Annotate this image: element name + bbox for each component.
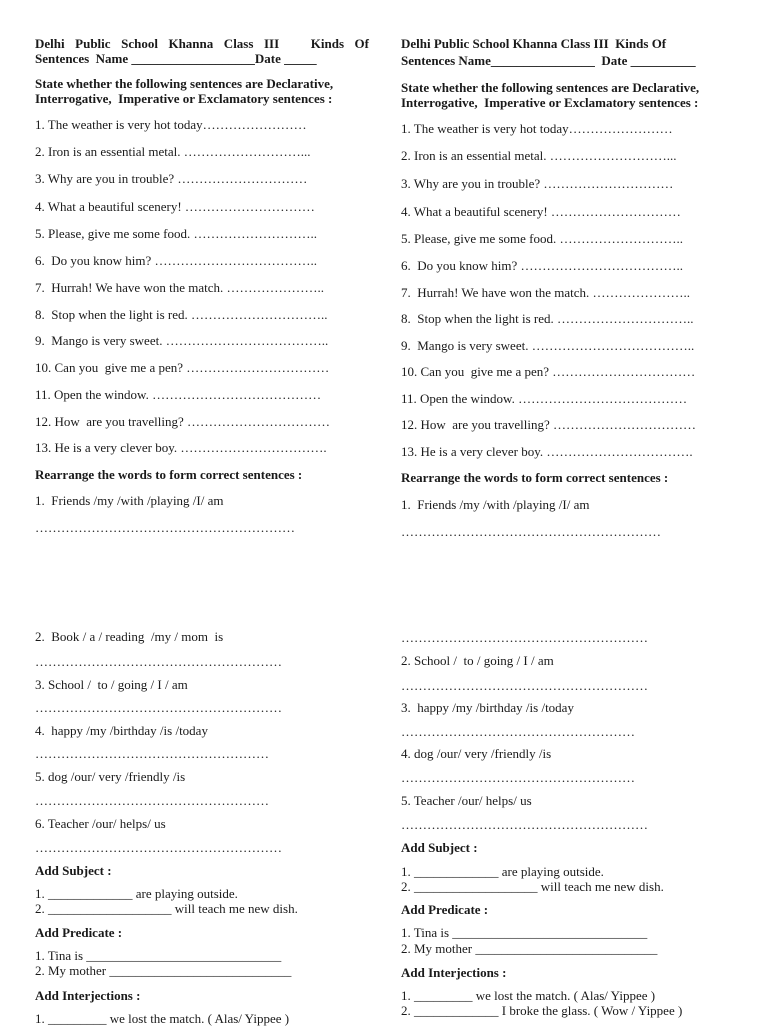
rearrange-item: 5. dog /our/ very /friendly /is [35,769,186,784]
rearrange-item: 2. Book / a / reading /my / mom is [35,629,224,644]
sentence-item: 8. Stop when the light is red. ………………………….. [401,311,694,326]
sentence-item: 9. Mango is very sweet. ……………………………….. [35,333,329,348]
predicate-item: 1. Tina is ______________________________ [35,948,282,963]
header-line-2: Sentences Name________________ Date __________ [401,53,696,68]
interjection-item: 1. _________ we lost the match. ( Alas/ Yippee ) [35,1011,290,1026]
subject-item: 1. _____________ are playing outside. [401,864,604,879]
sentence-item: 4. What a beautiful scenery! ………………………… [401,204,681,219]
sentence-item: 7. Hurrah! We have won the match. ………………….. [35,280,324,295]
sentence-item: 9. Mango is very sweet. ……………………………….. [401,338,695,353]
sentence-item: 6. Do you know him? ……………………………….. [401,258,684,273]
rearrange-heading: Rearrange the words to form correct sentences : [35,467,303,482]
answer-line: ……………………………………………… [401,770,635,785]
add-predicate-heading: Add Predicate : [35,925,123,940]
answer-line: …………………………………………………… [35,520,295,535]
worksheet-left [35,0,369,1024]
answer-line: ………………………………………………… [401,817,648,832]
sentence-item: 10. Can you give me a pen? …………………………… [401,364,696,379]
header-line-1: Delhi Public School Khanna Class III Kinds Of [35,36,369,51]
interjection-item: 1. _________ we lost the match. ( Alas/ Yippee ) [401,988,656,1003]
predicate-item: 2. My mother ____________________________ [35,963,292,978]
answer-line: ………………………………………………… [35,840,282,855]
worksheet-right [401,0,721,1024]
sentence-item: 12. How are you travelling? …………………………… [35,414,330,429]
add-subject-heading: Add Subject : [35,863,112,878]
sentence-item: 11. Open the window. ………………………………… [35,387,322,402]
sentence-item: 8. Stop when the light is red. ………………………….. [35,307,328,322]
instruction-line-2: Interrogative, Imperative or Exclamatory sentences : [35,91,333,106]
sentence-item: 10. Can you give me a pen? …………………………… [35,360,330,375]
sentence-item: 4. What a beautiful scenery! ………………………… [35,199,315,214]
sentence-item: 2. Iron is an essential metal. ………………………... [35,144,311,159]
sentence-item: 3. Why are you in trouble? ………………………… [401,176,674,191]
answer-line: ……………………………………………… [35,746,269,761]
answer-line: ………………………………………………… [35,700,282,715]
answer-line: ………………………………………………… [401,630,648,645]
subject-item: 1. _____________ are playing outside. [35,886,238,901]
sentence-item: 6. Do you know him? ……………………………….. [35,253,318,268]
rearrange-item: 1. Friends /my /with /playing /I/ am [401,497,590,512]
add-subject-heading: Add Subject : [401,840,478,855]
rearrange-item: 5. Teacher /our/ helps/ us [401,793,532,808]
rearrange-item: 4. happy /my /birthday /is /today [35,723,208,738]
interjection-item: 2. _____________ I broke the glass. ( Wow / Yippee ) [401,1003,683,1018]
sentence-item: 3. Why are you in trouble? ………………………… [35,171,308,186]
rearrange-item: 2. School / to / going / I / am [401,653,554,668]
answer-line: ………………………………………………… [35,654,282,669]
sentence-item: 2. Iron is an essential metal. ………………………... [401,148,677,163]
sentence-item: 13. He is a very clever boy. ……………………………. [35,440,327,455]
sentence-item: 12. How are you travelling? …………………………… [401,417,696,432]
sentence-item: 1. The weather is very hot today…………………… [35,117,307,132]
answer-line: ……………………………………………… [35,793,269,808]
sentence-item: 5. Please, give me some food. ……………………….. [35,226,317,241]
instruction-line-1: State whether the following sentences are Declarative, [401,80,700,95]
predicate-item: 1. Tina is ______________________________ [401,925,648,940]
instruction-line-1: State whether the following sentences are Declarative, [35,76,334,91]
rearrange-item: 1. Friends /my /with /playing /I/ am [35,493,224,508]
sentence-item: 5. Please, give me some food. ……………………….. [401,231,683,246]
add-interjections-heading: Add Interjections : [401,965,507,980]
rearrange-item: 3. happy /my /birthday /is /today [401,700,574,715]
rearrange-item: 3. School / to / going / I / am [35,677,188,692]
add-interjections-heading: Add Interjections : [35,988,141,1003]
answer-line: ……………………………………………… [401,724,635,739]
subject-item: 2. ___________________ will teach me new dish. [401,879,664,894]
instruction-line-2: Interrogative, Imperative or Exclamatory sentences : [401,95,699,110]
answer-line: ………………………………………………… [401,678,648,693]
header-line-2: Sentences Name ___________________Date _____ [35,51,317,66]
subject-item: 2. ___________________ will teach me new dish. [35,901,298,916]
sentence-item: 1. The weather is very hot today…………………… [401,121,673,136]
predicate-item: 2. My mother ____________________________ [401,941,658,956]
add-predicate-heading: Add Predicate : [401,902,489,917]
sentence-item: 7. Hurrah! We have won the match. ………………….. [401,285,690,300]
answer-line: …………………………………………………… [401,524,661,539]
rearrange-item: 4. dog /our/ very /friendly /is [401,746,552,761]
rearrange-item: 6. Teacher /our/ helps/ us [35,816,166,831]
sentence-item: 13. He is a very clever boy. ……………………………. [401,444,693,459]
rearrange-heading: Rearrange the words to form correct sentences : [401,470,669,485]
sentence-item: 11. Open the window. ………………………………… [401,391,688,406]
header-line-1: Delhi Public School Khanna Class III Kinds Of [401,36,667,51]
